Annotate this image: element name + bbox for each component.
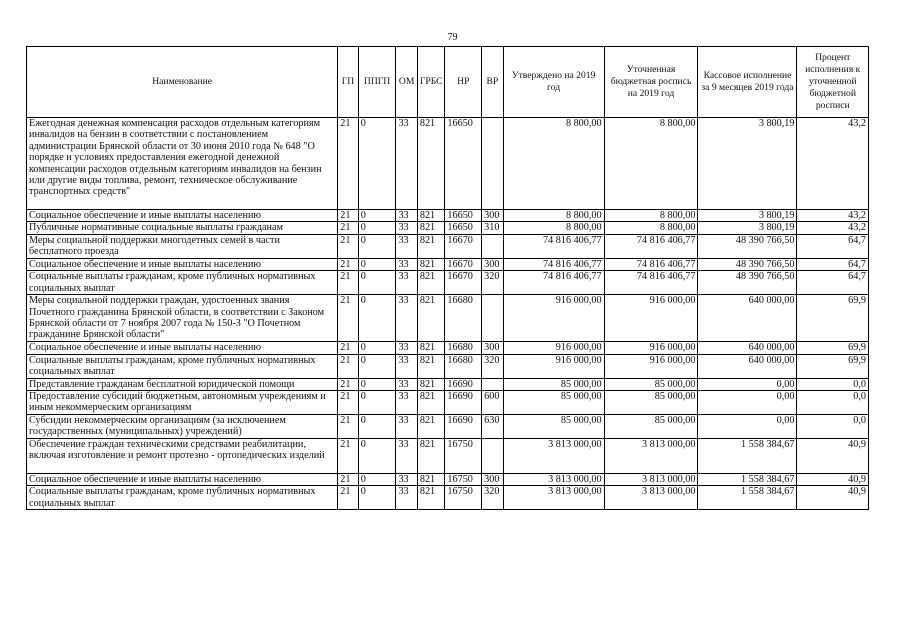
cell-gp: 21 [338,354,358,378]
cell-name: Социальные выплаты гражданам, кроме публичных нормативных социальных выплат [27,354,338,378]
cell-grbs: 821 [417,118,445,210]
table-row [27,415,869,439]
cell-om: 33 [396,474,417,486]
cell-cash: 0,00 [698,415,797,439]
cell-ppgp: 0 [358,474,396,486]
cell-cash: 1 558 384,67 [698,439,797,474]
cell-vr: 300 [482,342,503,354]
header-percent: Процент исполнения к уточненной бюджетной росписи [797,47,869,118]
cell-np: 16670 [445,271,482,295]
cell-vr [482,234,503,258]
cell-gp: 21 [338,210,358,222]
cell-percent: 40,9 [797,486,869,510]
cell-approved: 3 813 000,00 [503,474,604,486]
cell-ppgp: 0 [358,234,396,258]
cell-ppgp: 0 [358,439,396,474]
cell-om: 33 [396,439,417,474]
cell-vr: 300 [482,258,503,270]
cell-vr [482,118,503,210]
cell-grbs: 821 [417,486,445,510]
cell-cash: 640 000,00 [698,342,797,354]
cell-percent: 69,9 [797,354,869,378]
cell-percent: 43,2 [797,222,869,234]
table-row [27,222,869,234]
cell-grbs: 821 [417,295,445,342]
cell-specified: 3 813 000,00 [604,439,698,474]
cell-om: 33 [396,391,417,415]
cell-specified: 74 816 406,77 [604,271,698,295]
cell-vr: 630 [482,415,503,439]
cell-approved: 8 800,00 [503,222,604,234]
cell-grbs: 821 [417,258,445,270]
cell-specified: 3 813 000,00 [604,474,698,486]
cell-name: Социальное обеспечение и иные выплаты населению [27,474,338,486]
cell-specified: 8 800,00 [604,118,698,210]
cell-approved: 85 000,00 [503,415,604,439]
table-row [27,474,869,486]
cell-np: 16690 [445,415,482,439]
cell-approved: 85 000,00 [503,391,604,415]
budget-execution-table [26,46,869,510]
cell-om: 33 [396,415,417,439]
cell-ppgp: 0 [358,271,396,295]
cell-np: 16680 [445,342,482,354]
cell-grbs: 821 [417,342,445,354]
table-row [27,391,869,415]
header-cash: Кассовое исполнение за 9 месяцев 2019 года [698,47,797,118]
cell-ppgp: 0 [358,342,396,354]
cell-np: 16750 [445,439,482,474]
header-vr: ВР [482,47,503,118]
cell-cash: 48 390 766,50 [698,271,797,295]
cell-specified: 74 816 406,77 [604,234,698,258]
cell-gp: 21 [338,271,358,295]
cell-ppgp: 0 [358,486,396,510]
cell-gp: 21 [338,378,358,390]
header-grbs: ГРБС [417,47,445,118]
cell-vr [482,378,503,390]
cell-gp: 21 [338,234,358,258]
cell-approved: 8 800,00 [503,118,604,210]
header-om: ОМ [396,47,417,118]
cell-approved: 3 813 000,00 [503,486,604,510]
header-approved: Утверждено на 2019 год [503,47,604,118]
cell-om: 33 [396,234,417,258]
cell-percent: 64,7 [797,234,869,258]
header-np: НР [445,47,482,118]
cell-om: 33 [396,295,417,342]
cell-percent: 0,0 [797,378,869,390]
cell-gp: 21 [338,222,358,234]
cell-cash: 0,00 [698,378,797,390]
cell-np: 16670 [445,258,482,270]
cell-vr: 320 [482,354,503,378]
cell-ppgp: 0 [358,391,396,415]
cell-om: 33 [396,378,417,390]
cell-np: 16680 [445,295,482,342]
cell-grbs: 821 [417,271,445,295]
cell-cash: 1 558 384,67 [698,474,797,486]
cell-percent: 40,9 [797,439,869,474]
cell-vr [482,295,503,342]
cell-om: 33 [396,342,417,354]
cell-vr [482,439,503,474]
cell-specified: 85 000,00 [604,391,698,415]
cell-ppgp: 0 [358,118,396,210]
cell-cash: 48 390 766,50 [698,258,797,270]
cell-vr: 320 [482,486,503,510]
cell-percent: 0,0 [797,415,869,439]
cell-np: 16650 [445,222,482,234]
cell-cash: 3 800,19 [698,222,797,234]
cell-name: Социальные выплаты гражданам, кроме публичных нормативных социальных выплат [27,271,338,295]
cell-vr: 320 [482,271,503,295]
cell-percent: 43,2 [797,118,869,210]
header-gp: ГП [338,47,358,118]
cell-gp: 21 [338,415,358,439]
cell-ppgp: 0 [358,210,396,222]
cell-specified: 916 000,00 [604,354,698,378]
cell-gp: 21 [338,439,358,474]
cell-name: Меры социальной поддержки многодетных семей в части бесплатного проезда [27,234,338,258]
header-ppgp: ППГП [358,47,396,118]
cell-gp: 21 [338,118,358,210]
cell-grbs: 821 [417,391,445,415]
table-row [27,258,869,270]
cell-ppgp: 0 [358,415,396,439]
cell-ppgp: 0 [358,378,396,390]
cell-om: 33 [396,222,417,234]
cell-name: Представление гражданам бесплатной юридической помощи [27,378,338,390]
cell-om: 33 [396,118,417,210]
cell-approved: 8 800,00 [503,210,604,222]
cell-cash: 48 390 766,50 [698,234,797,258]
cell-grbs: 821 [417,210,445,222]
cell-om: 33 [396,271,417,295]
cell-cash: 0,00 [698,391,797,415]
cell-cash: 640 000,00 [698,354,797,378]
table-row [27,210,869,222]
table-row [27,295,869,342]
table-row [27,234,869,258]
cell-name: Ежегодная денежная компенсация расходов отдельным категориям инвалидов на бензин в соответствии с постановлением администрации Брянской области от 30 июня 2010 года № 648 "О порядке и условиях предоставления ежегодной денежной компенсации расходов отдельным категориям инвалидов на бензин или другие виды топлива, ремонт, техническое обслуживание транспортных средств" [27,118,338,210]
cell-om: 33 [396,258,417,270]
cell-np: 16650 [445,210,482,222]
cell-gp: 21 [338,486,358,510]
cell-percent: 0,0 [797,391,869,415]
cell-ppgp: 0 [358,295,396,342]
cell-grbs: 821 [417,474,445,486]
cell-vr: 300 [482,474,503,486]
cell-percent: 69,9 [797,342,869,354]
cell-gp: 21 [338,391,358,415]
cell-percent: 40,9 [797,474,869,486]
cell-vr: 310 [482,222,503,234]
cell-percent: 69,9 [797,295,869,342]
table-header-row [27,47,869,118]
cell-approved: 916 000,00 [503,354,604,378]
cell-specified: 74 816 406,77 [604,258,698,270]
cell-specified: 916 000,00 [604,342,698,354]
cell-name: Социальное обеспечение и иные выплаты населению [27,210,338,222]
cell-om: 33 [396,210,417,222]
cell-gp: 21 [338,258,358,270]
table-body [27,118,869,510]
cell-np: 16650 [445,118,482,210]
cell-ppgp: 0 [358,222,396,234]
cell-approved: 74 816 406,77 [503,271,604,295]
table-row [27,378,869,390]
cell-np: 16670 [445,234,482,258]
cell-name: Социальное обеспечение и иные выплаты населению [27,258,338,270]
cell-name: Социальное обеспечение и иные выплаты населению [27,342,338,354]
cell-approved: 3 813 000,00 [503,439,604,474]
cell-vr: 300 [482,210,503,222]
cell-specified: 85 000,00 [604,415,698,439]
cell-approved: 85 000,00 [503,378,604,390]
cell-np: 16690 [445,378,482,390]
cell-np: 16750 [445,474,482,486]
cell-specified: 3 813 000,00 [604,486,698,510]
cell-specified: 85 000,00 [604,378,698,390]
cell-specified: 8 800,00 [604,222,698,234]
cell-specified: 916 000,00 [604,295,698,342]
cell-np: 16680 [445,354,482,378]
table-row [27,486,869,510]
cell-cash: 3 800,19 [698,210,797,222]
header-name: Наименование [27,47,338,118]
cell-gp: 21 [338,342,358,354]
cell-grbs: 821 [417,354,445,378]
cell-approved: 74 816 406,77 [503,234,604,258]
cell-grbs: 821 [417,378,445,390]
cell-approved: 74 816 406,77 [503,258,604,270]
cell-cash: 1 558 384,67 [698,486,797,510]
cell-gp: 21 [338,295,358,342]
cell-name: Обеспечение граждан техническими средствами реабилитации, включая изготовление и ремонт протезно - ортопедических изделий [27,439,338,474]
cell-grbs: 821 [417,415,445,439]
cell-ppgp: 0 [358,258,396,270]
cell-approved: 916 000,00 [503,295,604,342]
table-row [27,342,869,354]
table-row [27,118,869,210]
cell-cash: 3 800,19 [698,118,797,210]
page-number: 79 [447,32,458,43]
cell-name: Предоставление субсидий бюджетным, автономным учреждениям и иным некоммерческим организациям [27,391,338,415]
cell-grbs: 821 [417,439,445,474]
cell-name: Меры социальной поддержки граждан, удостоенных звания Почетного гражданина Брянской области, в соответствии с Законом Брянской области от 7 ноября 2007 года № 150-З "О Почетном гражданине Брянской области" [27,295,338,342]
cell-ppgp: 0 [358,354,396,378]
cell-specified: 8 800,00 [604,210,698,222]
table-row [27,271,869,295]
cell-np: 16750 [445,486,482,510]
cell-gp: 21 [338,474,358,486]
cell-percent: 64,7 [797,271,869,295]
cell-percent: 43,2 [797,210,869,222]
cell-grbs: 821 [417,234,445,258]
cell-vr: 600 [482,391,503,415]
cell-np: 16690 [445,391,482,415]
cell-cash: 640 000,00 [698,295,797,342]
table-row [27,354,869,378]
cell-name: Социальные выплаты гражданам, кроме публичных нормативных социальных выплат [27,486,338,510]
cell-grbs: 821 [417,222,445,234]
table-row [27,439,869,474]
cell-approved: 916 000,00 [503,342,604,354]
cell-om: 33 [396,486,417,510]
cell-name: Публичные нормативные социальные выплаты гражданам [27,222,338,234]
cell-percent: 64,7 [797,258,869,270]
cell-om: 33 [396,354,417,378]
cell-name: Субсидии некоммерческим организациям (за исключением государственных (муниципальных) учреждений) [27,415,338,439]
header-specified: Уточненная бюджетная роспись на 2019 год [604,47,698,118]
